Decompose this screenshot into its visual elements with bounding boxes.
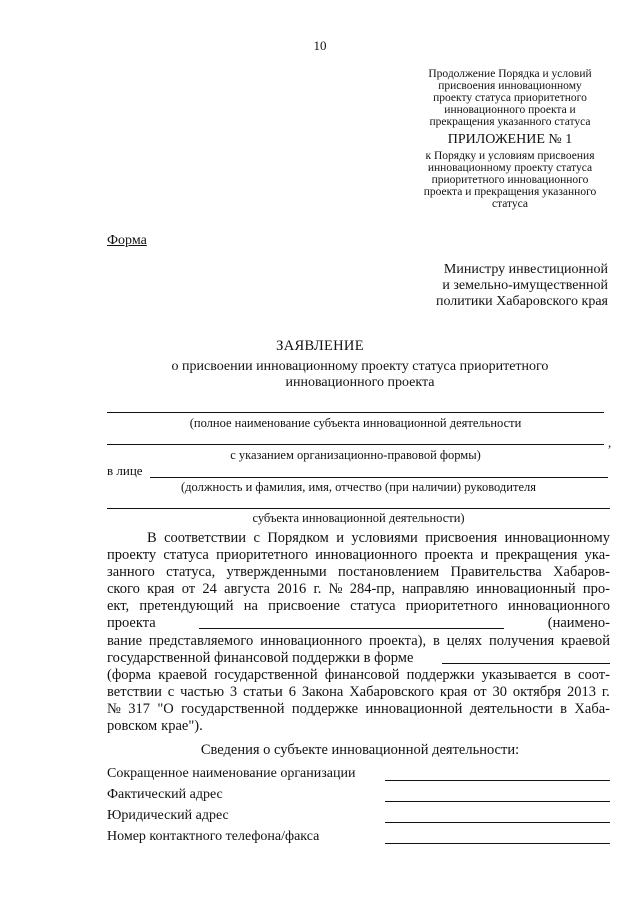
- appendix-line: проекта и прекращения указанного: [423, 186, 597, 198]
- legal-form-caption: с указанием организационно-правовой формы): [230, 448, 481, 462]
- paragraph-line: В соответствии с Порядком и условиями присвоения инновационному: [147, 530, 610, 546]
- paragraph-line: ского края от 24 августа 2016 г. № 284-пр, направляю инновационный про-: [107, 581, 610, 598]
- subject-info-title: Сведения о субъекте инновационной деятельности:: [200, 742, 520, 758]
- document-title: ЗАЯВЛЕНИЕ: [276, 338, 364, 354]
- field-input-phone-fax[interactable]: [385, 843, 610, 844]
- continuation-line: инновационного проекта и: [444, 104, 576, 116]
- paragraph-line: вание представляемого инновационного проекта), в целях получения краевой: [107, 632, 610, 649]
- appendix-title: ПРИЛОЖЕНИЕ № 1: [447, 132, 573, 147]
- continuation-note: [405, 68, 615, 128]
- project-naming-label: (наимено-: [547, 615, 610, 632]
- paragraph-line: занного статуса, утвержденными постановлением Правительства Хабаров-: [107, 564, 610, 581]
- page-number: 10: [313, 38, 327, 53]
- applicant-form-line[interactable]: [107, 444, 604, 445]
- field-input-actual-address[interactable]: [385, 801, 610, 802]
- field-label-short-name: Сокращенное наименование организации: [107, 766, 356, 781]
- form-label: Форма: [107, 233, 147, 248]
- appendix-reference: [405, 150, 615, 210]
- paragraph-line: проекту статуса приоритетного инновационного проекта и прекращения ука-: [107, 547, 610, 564]
- head-caption: (должность и фамилия, имя, отчество (при наличии) руководителя: [181, 480, 536, 494]
- addressee-line: и земельно-имущественной: [442, 278, 608, 293]
- subject-caption: субъекта инновационной деятельности): [252, 511, 465, 525]
- applicant-name-line[interactable]: [107, 412, 604, 413]
- document-subtitle: [110, 359, 610, 391]
- field-label-phone-fax: Номер контактного телефона/факса: [107, 829, 320, 844]
- project-line: [107, 615, 610, 632]
- main-paragraph: [107, 530, 610, 735]
- support-form-blank[interactable]: [442, 650, 610, 664]
- represented-by-label: в лице: [107, 463, 143, 478]
- continuation-line: проекту статуса приоритетного: [433, 92, 587, 104]
- project-name-blank[interactable]: [199, 615, 504, 629]
- appendix-line: к Порядку и условиям присвоения: [425, 150, 595, 162]
- continuation-line: присвоения инновационному: [438, 80, 582, 92]
- appendix-line: статуса: [491, 198, 529, 210]
- paragraph-line: (форма краевой государственной финансовой поддержки указывается в соот-: [107, 666, 610, 683]
- continuation-line: Продолжение Порядка и условий: [428, 68, 592, 80]
- field-label-actual-address: Фактический адрес: [107, 787, 223, 802]
- subtitle-line: о присвоении инновационному проекту статуса приоритетного: [171, 359, 549, 374]
- subtitle-line: инновационного проекта: [285, 375, 435, 390]
- field-input-legal-address[interactable]: [385, 822, 610, 823]
- appendix-line: приоритетного инновационного: [431, 174, 589, 186]
- field-label-legal-address: Юридический адрес: [107, 808, 229, 823]
- paragraph-line: ровском крае").: [107, 718, 203, 735]
- addressee-line: политики Хабаровского края: [435, 294, 608, 309]
- head-name-line-2[interactable]: [107, 508, 610, 509]
- applicant-name-caption: (полное наименование субъекта инновационной деятельности: [189, 416, 522, 430]
- paragraph-line: № 317 "О государственной поддержке инновационной деятельности в Хаба-: [107, 700, 610, 717]
- addressee: [380, 262, 608, 310]
- paragraph-line: ект, претендующий на присвоение статуса приоритетного инновационного: [107, 598, 610, 615]
- field-input-short-name[interactable]: [385, 780, 610, 781]
- comma: ,: [608, 435, 612, 450]
- support-line: [107, 650, 610, 667]
- paragraph-line: ветствии с частью 3 статьи 6 Закона Хабаровского края от 30 октября 2013 г.: [107, 683, 610, 700]
- continuation-line: прекращения указанного статуса: [429, 116, 591, 128]
- appendix-line: инновационному проекту статуса: [427, 162, 593, 174]
- head-name-line[interactable]: [150, 477, 608, 478]
- project-label: проекта: [107, 615, 156, 632]
- support-label: государственной финансовой поддержки в форме: [107, 649, 414, 666]
- addressee-line: Министру инвестиционной: [443, 262, 608, 277]
